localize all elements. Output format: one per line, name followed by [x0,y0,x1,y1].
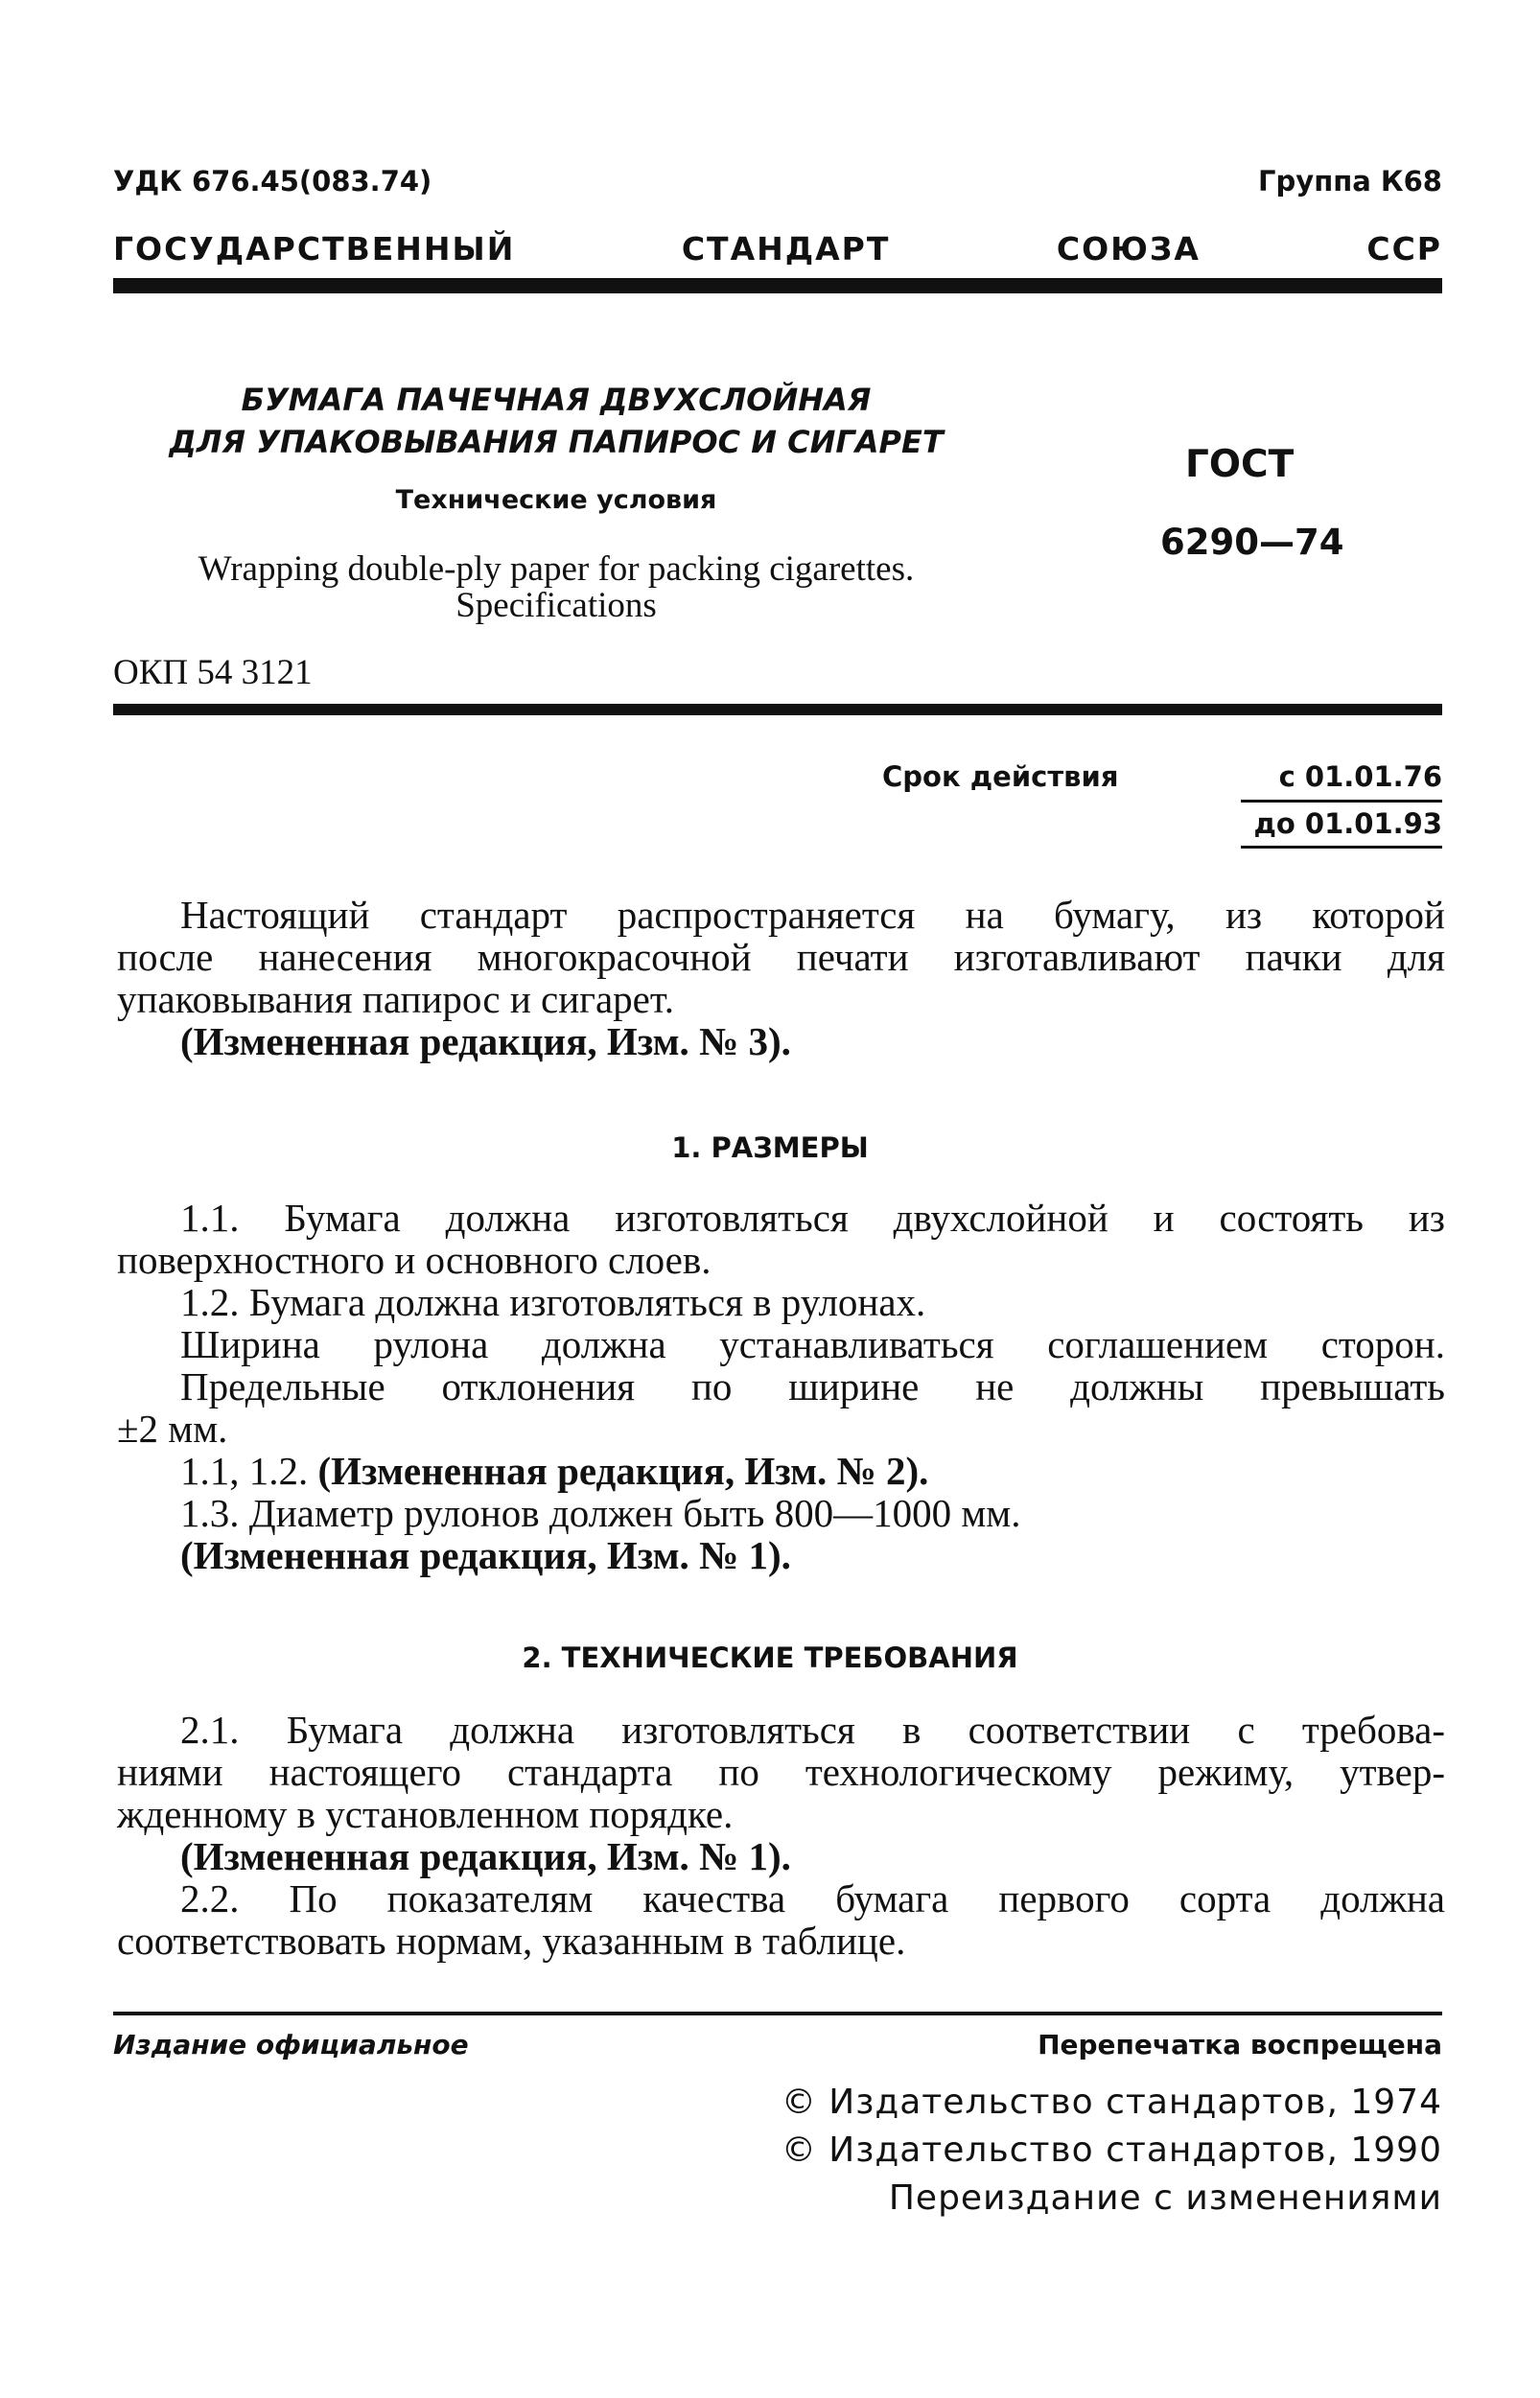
official-edition-label: Издание официальное [113,2029,469,2060]
amendment-note: (Измененная редакция, Изм. № 3). [180,1019,791,1063]
section1-line: 1.3. Диаметр рулонов должен быть 800—1000 мм. [180,1491,1021,1535]
section-heading-technical-requirements: 2. ТЕХНИЧЕСКИЕ ТРЕБОВАНИЯ [522,1641,1018,1674]
section1-body [117,1197,1445,1576]
document-title-line2: ДЛЯ УПАКОВЫВАНИЯ ПАПИРОС И СИГАРЕТ [169,424,944,460]
intro-line: упаковывания папирос и сигарет. [117,977,674,1021]
amendment-note: (Измененная редакция, Изм. № 1). [180,1834,791,1878]
gost-label: ГОСТ [1185,443,1295,486]
validity-divider [1241,800,1442,803]
title-rule [113,704,1442,715]
intro-paragraph [117,894,1445,1062]
document-title-line1: БУМАГА ПАЧЕЧНАЯ ДВУХСЛОЙНАЯ [241,382,872,418]
english-title-line2: Specifications [455,586,657,625]
header-rule [113,278,1442,293]
section1-line: Предельные отклонения по ширине не должны превышать [180,1364,1445,1409]
english-title-line1: Wrapping double-ply paper for packing cigarettes. [198,549,915,589]
section2-line: ниями настоящего стандарта по технологическому режиму, утвер- [117,1750,1445,1794]
validity-to: до 01.01.93 [1253,807,1442,840]
section1-line: Ширина рулона должна устанавливаться соглашением сторон. [180,1322,1445,1366]
copyright-1974: © Издательство стандартов, 1974 [781,2083,1442,2122]
amendment-note: (Измененная редакция, Изм. № 2). [317,1449,929,1493]
intro-line: Настоящий стандарт распространяется на бумагу, из которой [180,893,1445,937]
section1-line [117,1450,1445,1492]
section-heading-dimensions: 1. РАЗМЕРЫ [671,1131,869,1164]
section1-line: ±2 мм. [117,1407,228,1451]
section2-line: соответствовать нормам, указанным в таблице. [117,1919,906,1963]
amendment-ref: 1.1, 1.2. [180,1449,318,1493]
group-code: Группа К68 [1258,165,1442,198]
section2-line: 2.2. По показателям качества бумага первого сорта должна [180,1876,1445,1921]
amendment-note: (Измененная редакция, Изм. № 1). [180,1533,791,1577]
okp-code: ОКП 54 3121 [113,653,313,692]
section1-line: поверхностного и основного слоев. [117,1238,712,1282]
validity-underline [1241,846,1442,849]
state-standard-banner: ГОСУДАРСТВЕННЫЙ СТАНДАРТ СОЮЗА ССР [113,230,1442,268]
footer-rule [113,2012,1442,2015]
gost-number: 6290—74 [1160,522,1344,563]
document-subtitle: Технические условия [395,485,717,515]
section2-line: жденному в установленном порядке. [117,1792,734,1836]
validity-from: с 01.01.76 [1278,760,1442,793]
reissue-note: Переиздание с изменениями [888,2178,1442,2218]
reprint-prohibited-label: Перепечатка воспрещена [1038,2029,1442,2060]
validity-label: Срок действия [882,760,1119,793]
section1-line: 1.2. Бумага должна изготовляться в рулонах. [180,1280,926,1324]
section2-line: 2.1. Бумага должна изготовляться в соответствии с требова- [180,1708,1445,1752]
copyright-1990: © Издательство стандартов, 1990 [781,2130,1442,2170]
section2-body [117,1709,1445,1962]
section1-line: 1.1. Бумага должна изготовляться двухслойной и состоять из [180,1196,1445,1240]
intro-line: после нанесения многокрасочной печати изготавливают пачки для [117,935,1445,979]
udk-code: УДК 676.45(083.74) [113,165,432,198]
